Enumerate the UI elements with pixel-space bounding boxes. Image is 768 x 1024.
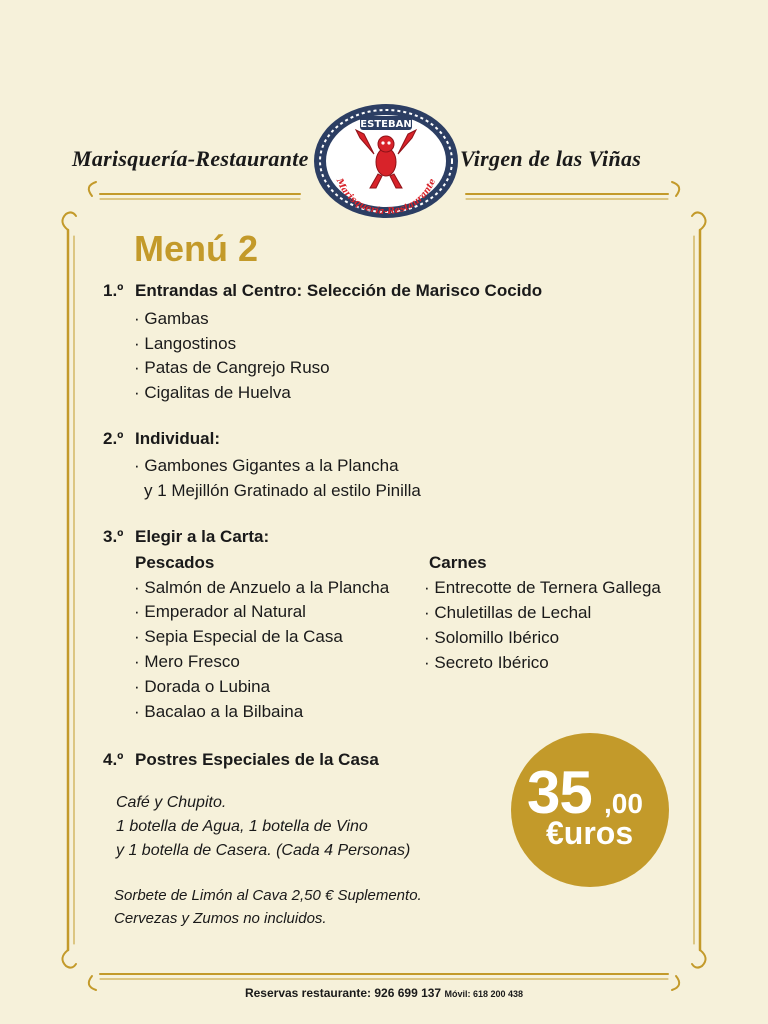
course-3-title: Elegir a la Carta: [135,527,270,546]
fish-item: · Dorada o Lubina [134,677,271,696]
fish-item: · Mero Fresco [134,652,240,671]
course-1-item: · Gambas [134,309,209,328]
note-line: Sorbete de Limón al Cava 2,50 € Suplemento. [114,887,422,904]
extras-line: 1 botella de Agua, 1 botella de Vino [116,818,368,835]
course-1-heading [103,281,542,301]
footer-contact [0,986,768,1000]
course-4-heading [103,750,379,770]
price-amount: 35 [527,759,592,826]
restaurant-logo [312,102,460,220]
course-4-number: 4.º [103,750,124,769]
fish-item: · Bacalao a la Bilbaina [134,702,304,721]
meat-item: · Solomillo Ibérico [424,628,560,647]
course-3-heading [103,527,269,547]
logo-top-text: ESTEBAN [360,119,412,130]
note-line: Cervezas y Zumos no incluidos. [114,910,327,927]
fish-item: · Emperador al Natural [134,602,306,621]
header-restaurant-type: Marisquería-Restaurante [72,146,309,171]
course-1-number: 1.º [103,281,124,300]
course-2-number: 2.º [103,429,124,448]
header-restaurant-name: Virgen de las Viñas [460,146,642,171]
course-1-item: · Langostinos [134,334,237,353]
course-1-item: · Patas de Cangrejo Ruso [134,358,330,377]
logo-ring-text: Marisquería-Restaurante [333,177,439,218]
price-currency: €uros [546,815,634,851]
course-2-item: · Gambones Gigantes a la Plancha [134,456,399,475]
fish-item: · Salmón de Anzuelo a la Plancha [134,578,390,597]
meat-item: · Entrecotte de Ternera Gallega [424,578,661,597]
course-1-item: · Cigalitas de Huelva [134,383,291,402]
course-2-title: Individual: [135,429,220,448]
price-cents: ,00 [604,788,643,819]
extras-line: Café y Chupito. [116,794,227,811]
extras-line: y 1 botella de Casera. (Cada 4 Personas) [116,842,411,859]
meat-item: · Chuletillas de Lechal [424,603,592,622]
meat-heading: Carnes [429,553,487,572]
menu-title: Menú 2 [134,228,259,269]
meat-item: · Secreto Ibérico [424,653,549,672]
fish-heading: Pescados [135,553,215,572]
course-4-title: Postres Especiales de la Casa [135,750,379,769]
fish-item: · Sepia Especial de la Casa [134,627,343,646]
footer-reservations: Reservas restaurante: 926 699 137 [244,986,442,1000]
course-2-item: y 1 Mejillón Gratinado al estilo Pinilla [144,481,421,500]
course-2-heading [103,429,220,449]
course-3-number: 3.º [103,527,124,546]
footer-mobile: Móvil: 618 200 438 [444,989,524,999]
course-1-title: Entrandas al Centro: Selección de Marisco Cocido [135,281,543,300]
